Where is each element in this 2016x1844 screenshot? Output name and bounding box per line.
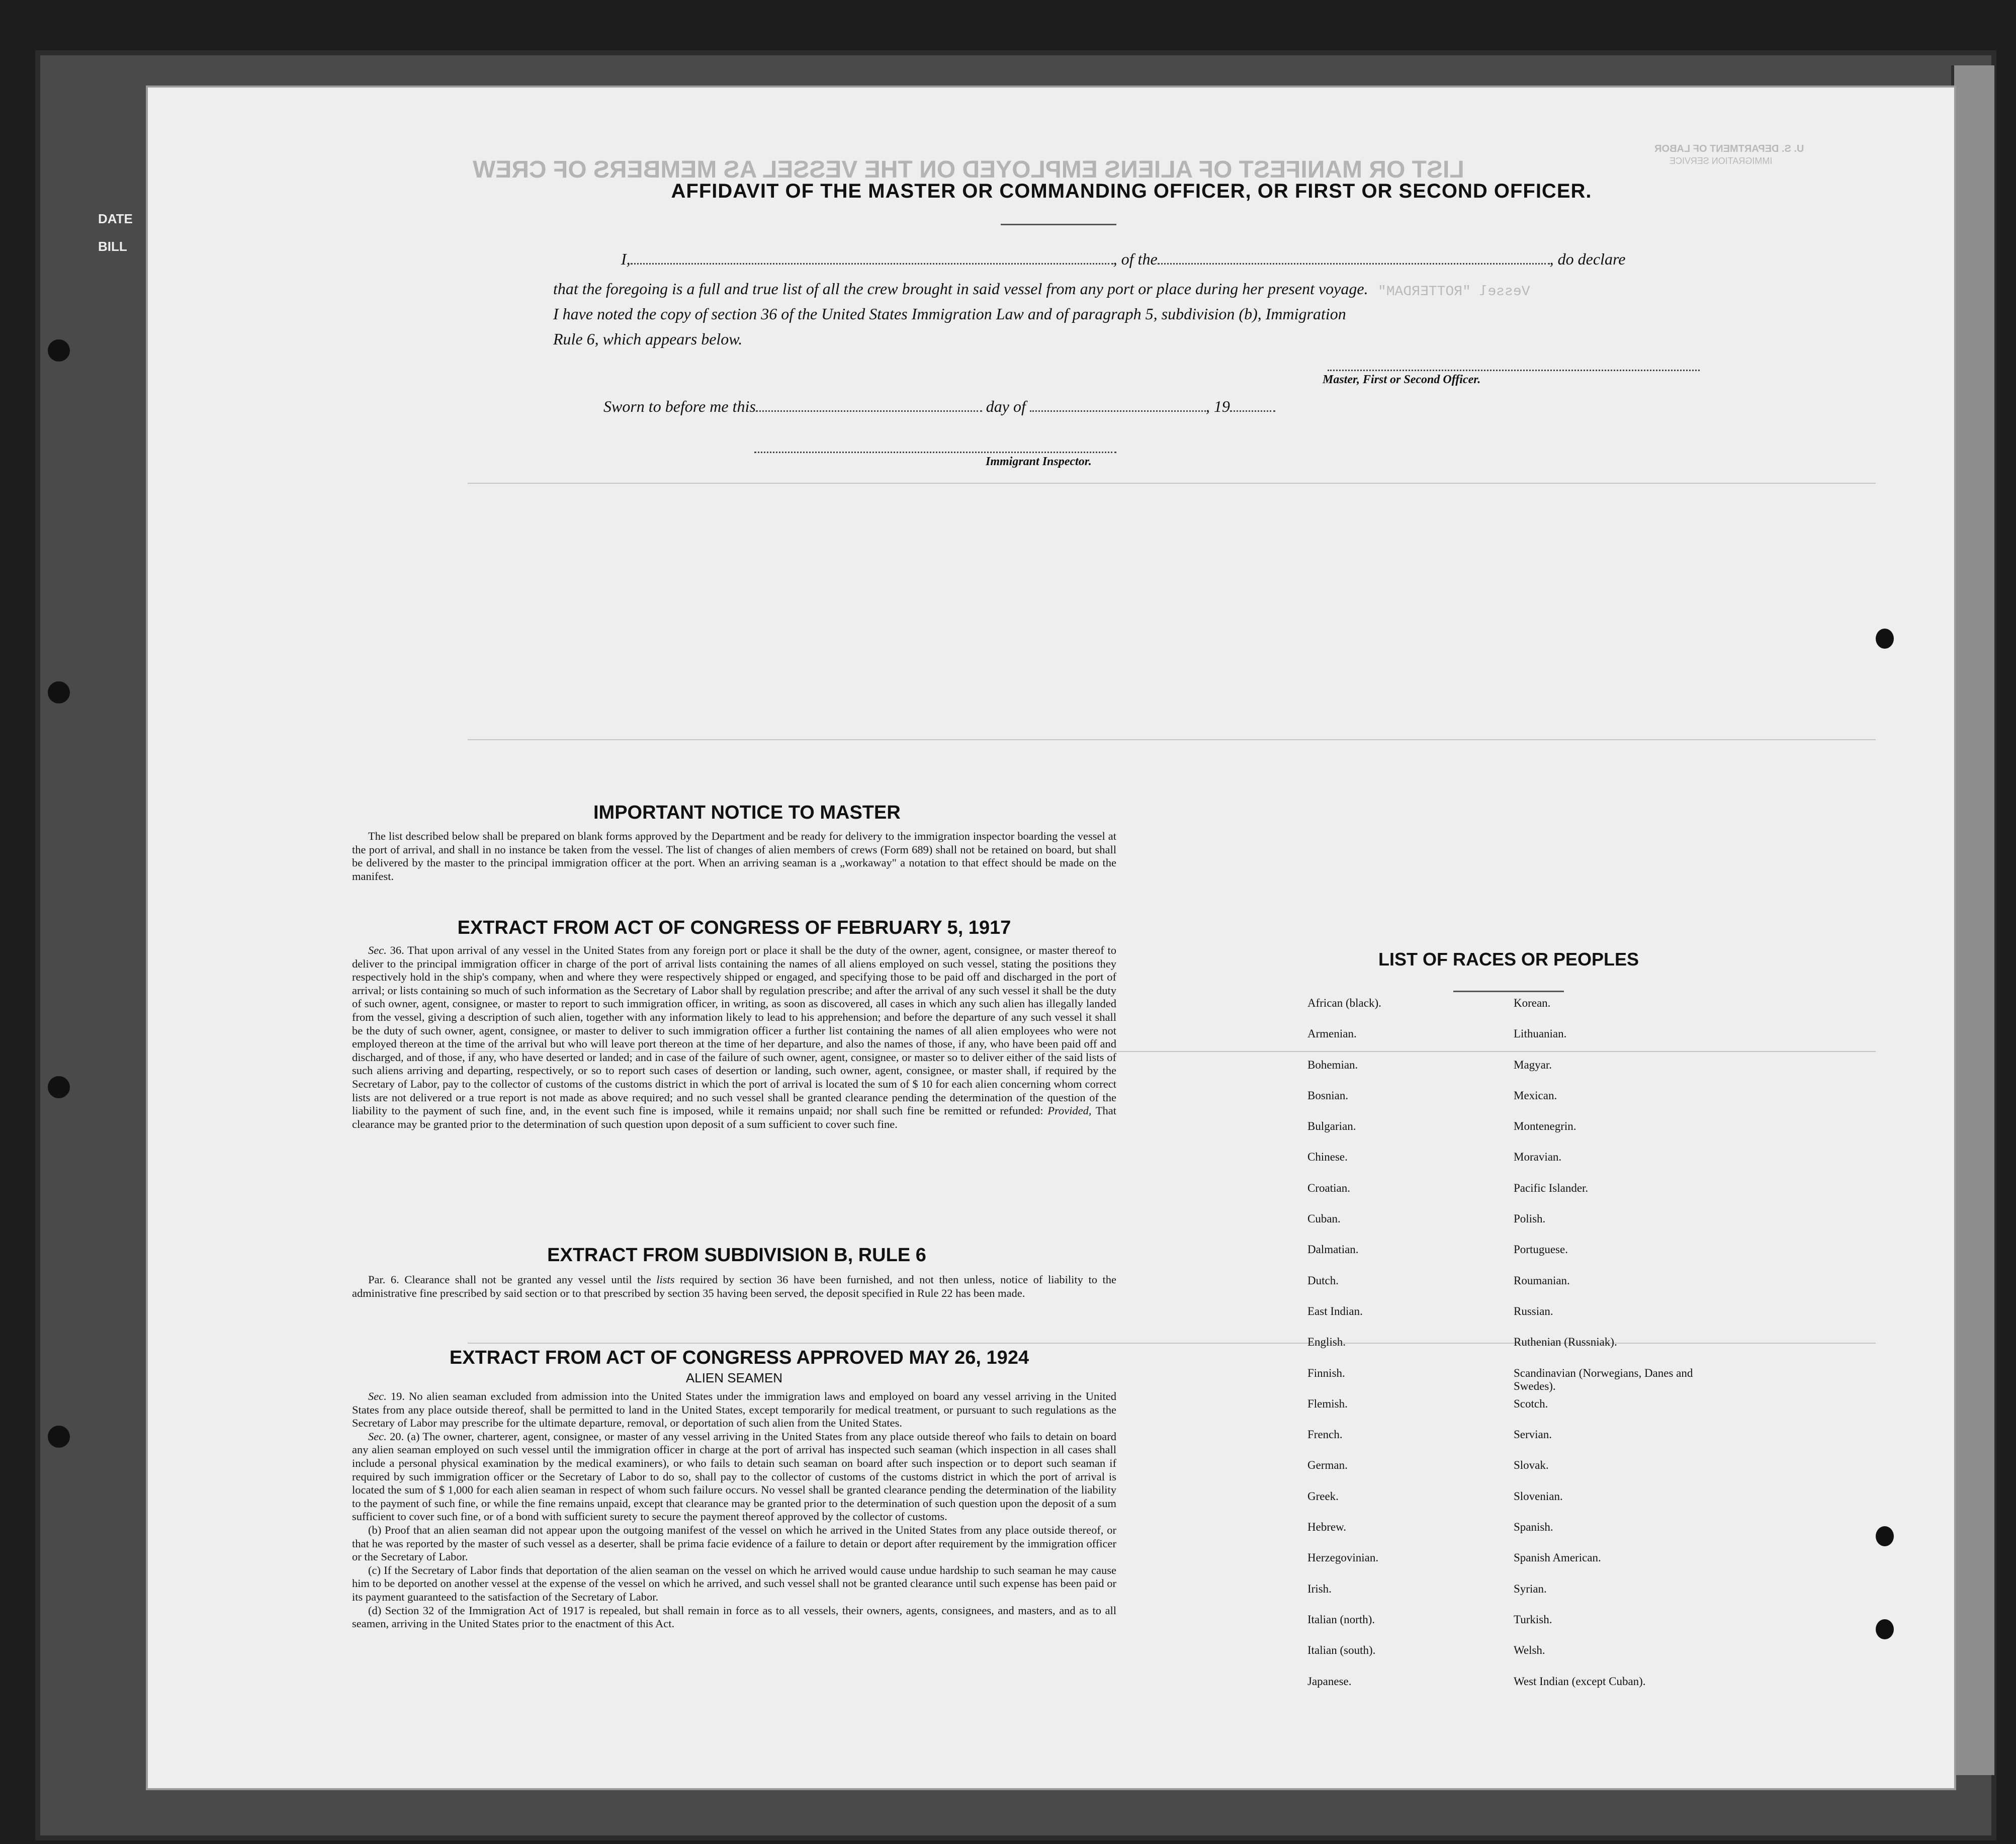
race-item: Greek. (1307, 1489, 1339, 1503)
binder-hole (48, 1076, 70, 1098)
races-title: LIST OF RACES OR PEOPLES (1378, 949, 1639, 970)
page-punch-hole (1876, 1526, 1894, 1546)
race-item: Japanese. (1307, 1675, 1352, 1688)
race-item: Scandinavian (Norwegians, Danes and Swedes). (1514, 1366, 1693, 1392)
race-item: Finnish. (1307, 1366, 1345, 1379)
race-item: African (black). (1307, 997, 1381, 1009)
sworn-line: Sworn to before me this day of , 19 (603, 397, 1275, 416)
race-item: English. (1307, 1336, 1346, 1349)
race-item: Slovak. (1514, 1459, 1549, 1472)
margin-bill-label: BILL (98, 239, 127, 254)
races-left-column (1307, 997, 1381, 1706)
race-item: Italian (south). (1307, 1644, 1376, 1657)
binder-hole (48, 339, 70, 362)
extract-1924-text: Sec. 19. No alien seaman excluded from admission into the United States under the immigration laws and employed on board any vessel arriving in the United States from any place outside thereof, shall be permitted to land in the United States, except temporarily for medical treatment, or pursuant to such regulations as the Secretary of Labor may prescribe for the ultimate departure, removal, or deportation of such alien from the United States. Sec. 20. (a) The owner, charterer, agent, consignee, or master of any vessel arriving in the United States from any place outside thereof who fails to detain on board any alien seaman employed on such vessel until the immigration officer in charge at the port of arrival has inspected such seaman (which inspection in all cases shall include a personal physical examination by the medical examiners), or who fails to detain such seaman on board after such inspection or to deport such seaman if required by such immigration officer or the Secretary of Labor to do so, shall pay to the collector of customs of the customs district in which the port of arrival is located the sum of $ 1,000 for each alien seaman in respect of whom such failure occurs. No vessel shall be granted clearance pending the determination of the liability to the payment of such fine, or while the fine remains unpaid, except that clearance may be granted prior to the determination of such question upon the deposit of a sum sufficient to cover such fine, or of a bond with sufficient surety to secure the payment thereof approved by the collector of customs. (b) Proof that an alien seaman did not appear upon the outgoing manifest of the vessel on which he arrived in the United States from any place outside thereof, or that he was reported by the master of such vessel as a deserter, shall be prima facie evidence of a failure to detain or deport after requirement by the immigration officer or the Secretary of Labor. (c) If the Secretary of Labor finds that deportation of the alien seaman on the vessel on which he arrived would cause undue hardship to such seaman he may cause him to be deported on another vessel at the expense of the vessel on which he arrived, and such vessel shall not be granted clearance until such expense has been paid or its payment guaranteed to the satisfaction of the Secretary of Labor. (d) Section 32 of the Immigration Act of 1917 is repealed, but shall remain in force as to all vessels, their owners, agents, consignees, and masters, and as to all seamen, arriving in the United States prior to the enactment of this Act. (352, 1390, 1116, 1630)
race-item: Irish. (1307, 1582, 1332, 1595)
inspector-signature-line (754, 452, 1116, 453)
race-item: Pacific Islander. (1514, 1181, 1589, 1194)
notice-text: The list described below shall be prepared on blank forms approved by the Department and be ready for delivery to the immigration inspector boarding the vessel at the port of arrival, and shall in no instance be taken from the vessel. The list of changes of alien members of crews (Form 689) shall not be retained on board, but shall be delivered by the master to the principal immigration officer at the port. When an arriving seaman is a „workaway" a notation to that effect should be made on the manifest. (352, 830, 1116, 883)
extract-1924-subtitle: ALIEN SEAMEN (685, 1370, 783, 1385)
race-item: Scotch. (1514, 1397, 1548, 1410)
bleed-through-service: IMMIGRATION SERVICE (1670, 156, 1773, 166)
bleed-through-row-line (468, 739, 1876, 740)
inspector-signature-label: Immigrant Inspector. (986, 455, 1092, 468)
bleed-through-department: U. S. DEPARTMENT OF LABOR (1654, 143, 1804, 154)
race-item: Hebrew. (1307, 1521, 1347, 1534)
races-divider (1453, 991, 1564, 992)
race-item: Spanish. (1514, 1521, 1553, 1534)
race-item: Ruthenian (Russniak). (1514, 1336, 1617, 1349)
notice-title: IMPORTANT NOTICE TO MASTER (593, 802, 901, 823)
affidavit-line-4: Rule 6, which appears below. (553, 330, 743, 348)
underlying-sheet-edge (1951, 65, 1994, 1775)
race-item: German. (1307, 1459, 1348, 1472)
binder-hole (48, 681, 70, 704)
races-right-column (1514, 997, 1715, 1706)
extract-1917-text: Sec. 36. That upon arrival of any vessel in the United States from any foreign port or place it shall be the duty of the owner, agent, consignee, or master thereof to deliver to the principal immigration officer in charge of the port of arrival lists containing the names of all aliens employed on such vessel, stating the positions they respectively hold in the ship's company, when and where they were respectively shipped or engaged, and specifying those to be paid off and discharged in the port of arrival; or lists containing so much of such information as the Secretary of Labor shall by regulation prescribe; and after the arrival of any such vessel it shall be the duty of such owner, agent, consignee, or master to report to such immigration officer, in writing, as soon as discovered, all cases in which any such alien has illegally landed from the vessel, giving a description of such alien, together with any information likely to lead to his apprehension; and before the departure of any such vessel it shall be the duty of such owner, agent, consignee, or master to deliver to such immigration officer a further list containing the names of all alien employees who were not employed thereon at the time of the arrival but who will leave port thereon at the time of her departure, and also the names of those, if any, who have been paid off and discharged, and of those, if any, who have deserted or landed; and in case of the failure of such owner, agent, consignee, or master so to deliver either of the said lists of such aliens arriving and departing, respectively, or so to report such cases of desertion or landing, such owner, agent, consignee, or master shall, if required by the Secretary of Labor, pay to the collector of customs of the customs district in which the port of arrival is located the sum of $ 10 for each alien concerning whom correct lists are not delivered or a true report is not made as above required; and no such vessel shall be granted clearance pending the determination of the question of the liability to the payment of such fine, and, in the event such fine is imposed, while it remains unpaid; nor shall such fine be remitted or refunded: Provided, That clearance may be granted prior to the determination of such question upon deposit of a sum sufficient to cover such fine. (352, 944, 1116, 1130)
race-item: West Indian (except Cuban). (1514, 1675, 1646, 1688)
race-item: Moravian. (1514, 1151, 1562, 1164)
race-item: Magyar. (1514, 1058, 1552, 1071)
race-item: Bohemian. (1307, 1058, 1358, 1071)
race-item: Dalmatian. (1307, 1243, 1359, 1256)
race-item: Slovenian. (1514, 1489, 1563, 1503)
race-item: Spanish American. (1514, 1551, 1601, 1564)
race-item: French. (1307, 1428, 1343, 1441)
race-item: Korean. (1514, 997, 1551, 1009)
master-signature-line (1328, 370, 1700, 371)
affidavit-divider (1001, 224, 1116, 225)
race-item: Mexican. (1514, 1089, 1557, 1102)
race-item: Syrian. (1514, 1582, 1547, 1595)
extract-rule6-text: Par. 6. Clearance shall not be granted any vessel until the lists required by section 36 have been furnished, and not then unless, notice of liability to the administrative fine prescribed by said section or to that prescribed by section 35 having been served, the deposit specified in Rule 22 has been made. (352, 1273, 1117, 1299)
race-item: Croatian. (1307, 1181, 1350, 1194)
affidavit-title: AFFIDAVIT OF THE MASTER OR COMMANDING OFFICER, OR FIRST OR SECOND OFFICER. (671, 180, 1592, 202)
race-item: Armenian. (1307, 1027, 1357, 1040)
race-item: Russian. (1514, 1304, 1553, 1318)
race-item: Portuguese. (1514, 1243, 1568, 1256)
race-item: Lithuanian. (1514, 1027, 1567, 1040)
affidavit-line-1: I, , of the , do declare (621, 250, 1626, 268)
race-item: Dutch. (1307, 1274, 1339, 1287)
master-signature-label: Master, First or Second Officer. (1323, 373, 1481, 386)
extract-1924-title: EXTRACT FROM ACT OF CONGRESS APPROVED MAY 26, 1924 (449, 1347, 1029, 1368)
race-item: Bosnian. (1307, 1089, 1349, 1102)
race-item: Montenegrin. (1514, 1120, 1576, 1133)
manifest-page (146, 85, 1956, 1790)
extract-rule6-title: EXTRACT FROM SUBDIVISION B, RULE 6 (547, 1245, 926, 1266)
race-item: Italian (north). (1307, 1613, 1375, 1626)
race-item: East Indian. (1307, 1304, 1363, 1318)
race-item: Bulgarian. (1307, 1120, 1356, 1133)
bleed-through-vessel: Vessel "ROTTERDAM" (1378, 284, 1530, 300)
race-item: Chinese. (1307, 1151, 1348, 1164)
affidavit-line-3: I have noted the copy of section 36 of the United States Immigration Law and of paragraph 5, subdivision (b), Immigration (553, 305, 1346, 323)
race-item: Turkish. (1514, 1613, 1552, 1626)
bleed-through-form-title: LIST OR MANIFEST OF ALIENS EMPLOYED ON THE VESSEL AS MEMBERS OF CREW (473, 156, 1464, 183)
race-item: Roumanian. (1514, 1274, 1570, 1287)
bleed-through-row-line (468, 483, 1876, 484)
race-item: Cuban. (1307, 1212, 1341, 1225)
race-item: Flemish. (1307, 1397, 1348, 1410)
race-item: Herzegovinian. (1307, 1551, 1379, 1564)
margin-date-label: DATE (98, 211, 133, 226)
race-item: Welsh. (1514, 1644, 1545, 1657)
race-item: Polish. (1514, 1212, 1546, 1225)
affidavit-line-2: that the foregoing is a full and true list of all the crew brought in said vessel from any port or place during her present voyage. (553, 280, 1368, 298)
binder-hole (48, 1426, 70, 1448)
page-punch-hole (1876, 1619, 1894, 1639)
page-punch-hole (1876, 629, 1894, 649)
race-item: Servian. (1514, 1428, 1552, 1441)
extract-1917-title: EXTRACT FROM ACT OF CONGRESS OF FEBRUARY 5, 1917 (457, 917, 1011, 938)
